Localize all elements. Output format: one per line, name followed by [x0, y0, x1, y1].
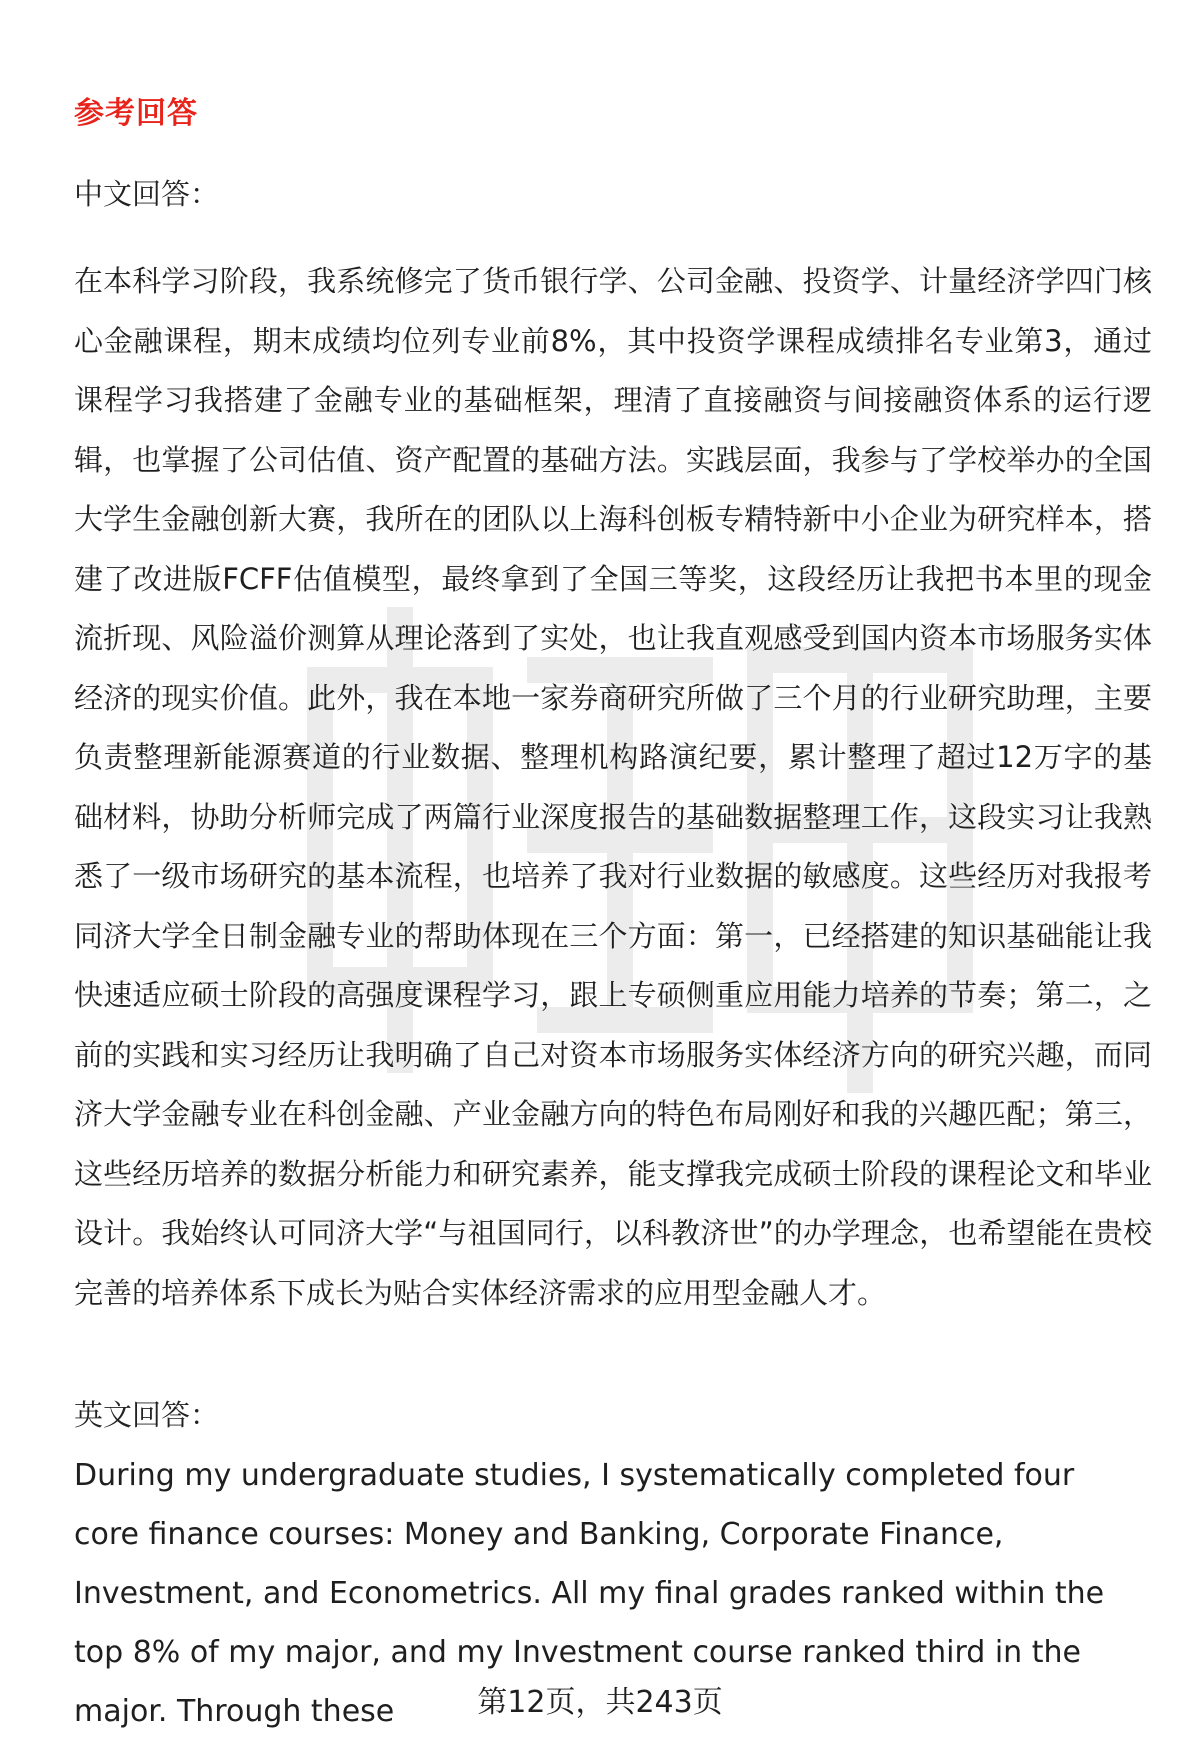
page-number: 第12页，共243页 — [477, 1685, 723, 1720]
section-title: 参考回答 — [74, 96, 198, 131]
chinese-answer-label: 中文回答： — [74, 177, 220, 211]
english-answer-label: 英文回答： — [74, 1398, 220, 1432]
chinese-answer-text: 在本科学习阶段，我系统修完了货币银行学、公司金融、投资学、计量经济学四门核心金融课程，期末成绩均位列专业前8%，其中投资学课程成绩排名专业第3，通过课程学习我搭建了金融专业的基础框架，理清了直接融资与间接融资体系的运行逻辑，也掌握了公司估值、资产配置的基础方法。实践层面，我参与了学校举办的全国大学生金融创新大赛，我所在的团队以上海科创板专精特新中小企业为研究样本，搭建了改进版FCFF估值模型，最终拿到了全国三等奖，这段经历让我把书本里的现金流折现、风险溢价测算从理论落到了实处，也让我直观感受到国内资本市场服务实体经济的现实价值。此外，我在本地一家券商研究所做了三个月的行业研究助理，主要负责整理新能源赛道的行业数据、整理机构路演纪要，累计整理了超过12万字的基础材料，协助分析师完成了两篇行业深度报告的基础数据整理工作，这段实习让我熟悉了一级市场研究的基本流程，也培养了我对行业数据的敏感度。这些经历对我报考同济大学全日制金融专业的帮助体现在三个方面：第一，已经搭建的知识基础能让我快速适应硕士阶段的高强度课程学习，跟上专硕侧重应用能力培养的节奏；第二，之前的实践和实习经历让我明确了自己对资本市场服务实体经济方向的研究兴趣，而同济大学金融专业在科创金融、产业金融方向的特色布局刚好和我的兴趣匹配；第三，这些经历培养的数据分析能力和研究素养，能支撑我完成硕士阶段的课程论文和毕业设计。我始终认可同济大学“与祖国同行，以科教济世”的办学理念，也希望能在贵校完善的培养体系下成长为贴合实体经济需求的应用型金融人才。 — [74, 264, 1152, 1310]
english-answer-text: During my undergraduate studies, I systematically completed four core finance courses: Money and Banking, Corporate Finance, Investment, and Econometrics. All my final grades ranked within the top 8% of my major, and my Investment course ranked third in the major. Through these — [74, 1458, 1105, 1729]
